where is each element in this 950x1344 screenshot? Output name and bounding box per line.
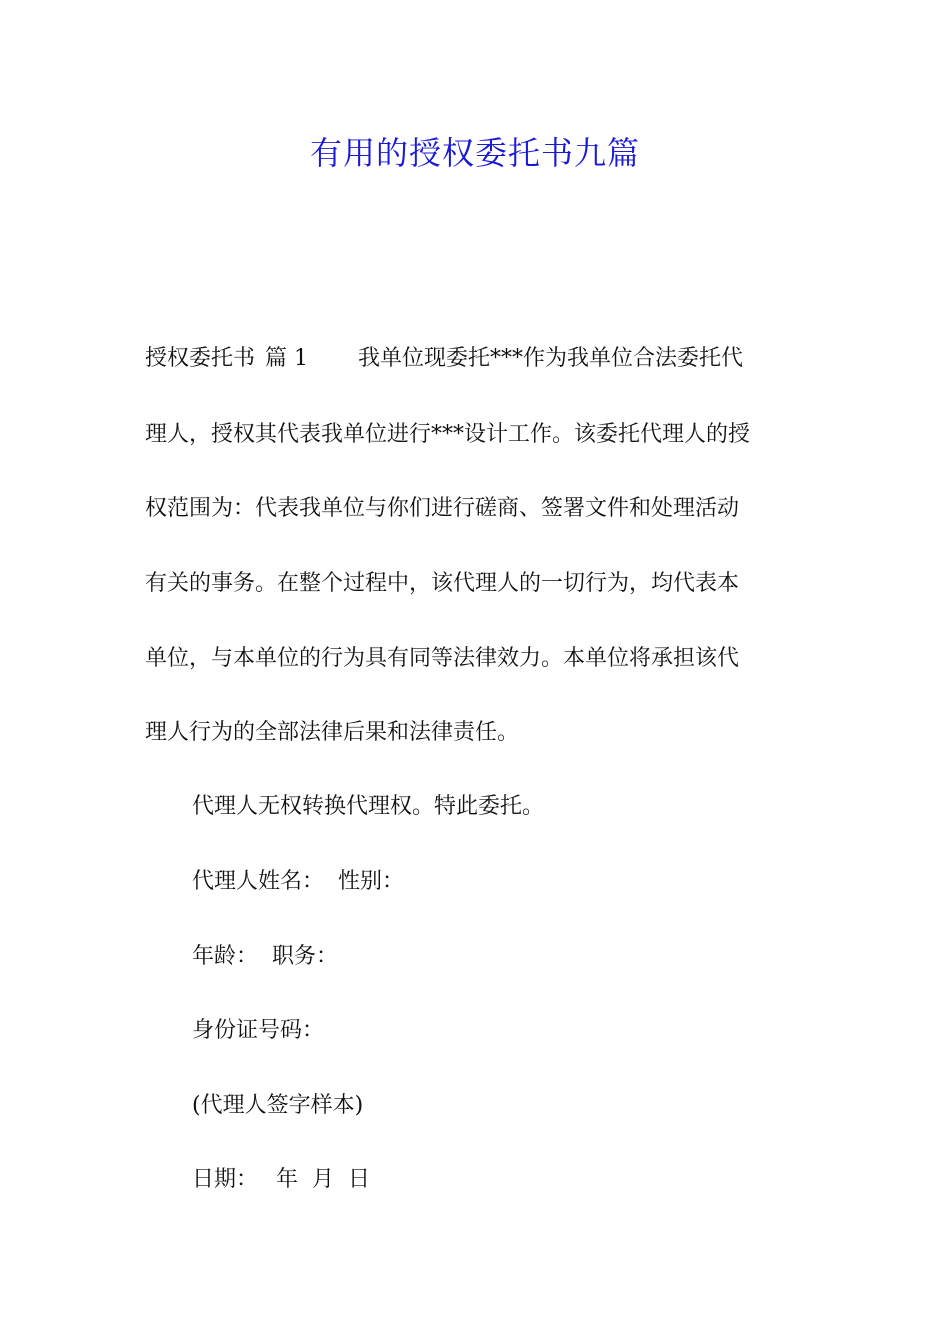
section-heading: 授权委托书: [145, 346, 256, 371]
paragraph-line-1: [145, 344, 743, 374]
paragraph-line-6: 理人行为的全部法律后果和法律责任。: [145, 720, 520, 745]
document-title: 有用的授权委托书九篇: [309, 134, 640, 172]
gender-label: 性别：: [338, 869, 405, 894]
position-label: 职务：: [272, 944, 339, 969]
agent-name-line: [192, 867, 404, 897]
paragraph-line-2: 理人，授权其代表我单位进行***设计工作。该委托代理人的授: [145, 422, 751, 447]
paragraph-line-5: 单位，与本单位的行为具有同等法律效力。本单位将承担该代: [145, 646, 740, 671]
agent-name-label: 代理人姓名：: [192, 869, 325, 894]
id-number-label: 身份证号码：: [192, 1018, 325, 1043]
date-day: 日: [348, 1167, 371, 1192]
age-label: 年龄：: [192, 944, 259, 969]
paragraph-text: 我单位现委托***作为我单位合法委托代: [358, 346, 744, 371]
paragraph-line-3: 权范围为：代表我单位与你们进行磋商、签署文件和处理活动: [145, 496, 740, 521]
statement-line: 代理人无权转换代理权。特此委托。: [192, 794, 545, 819]
section-number: 篇 1: [265, 346, 309, 371]
date-year: 年: [276, 1167, 299, 1192]
date-label: 日期：: [192, 1167, 259, 1192]
paragraph-line-4: 有关的事务。在整个过程中，该代理人的一切行为，均代表本: [145, 571, 740, 596]
date-line: [192, 1165, 370, 1195]
age-position-line: [192, 942, 338, 972]
date-month: 月: [312, 1167, 335, 1192]
signature-sample: (代理人签字样本): [192, 1093, 364, 1118]
